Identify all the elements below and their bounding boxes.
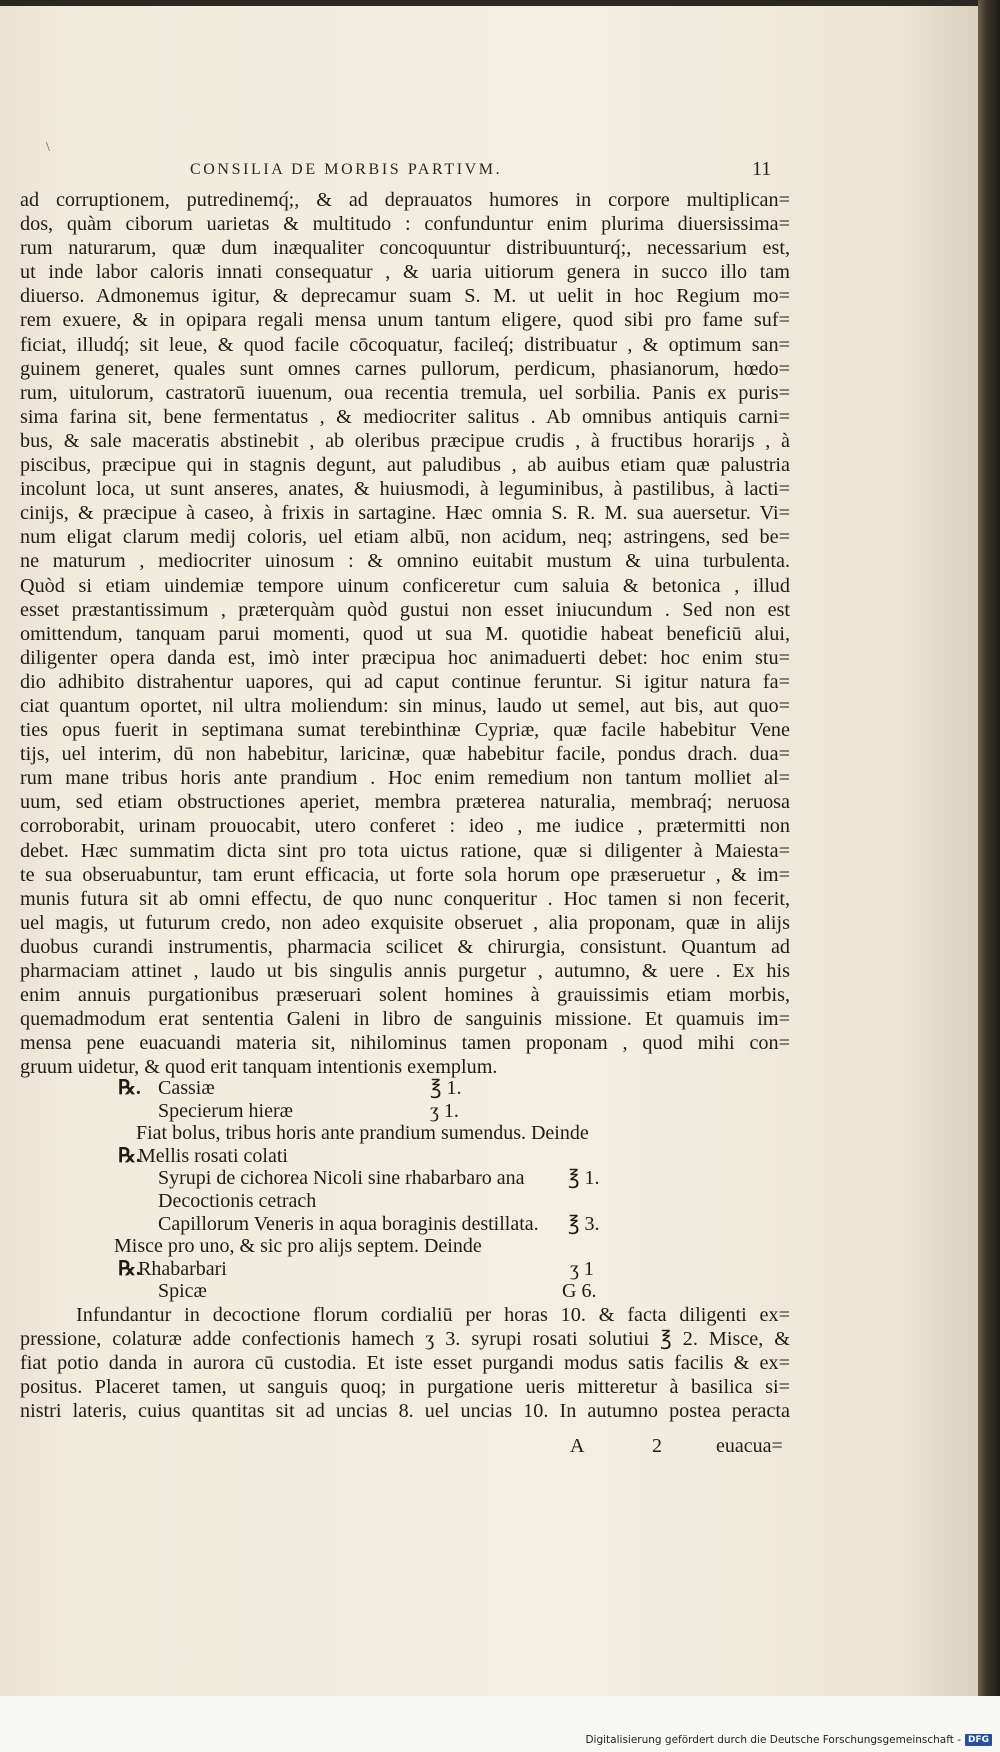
text-line: Quòd si etiam uindemiæ tempore uinum conficeretur cum saluia & betonica , illud [20,574,790,597]
recipe-ingredient: Capillorum Veneris in aqua boraginis destillata. [158,1212,539,1235]
text-line: ne maturum , mediocriter uinosum : & omnino euitabit mustum & uina turbulenta. [20,550,790,573]
margin-mark: \ [46,140,50,155]
text-line: pharmaciam attinet , laudo ut bis singulis annis purgetur , autumno, & uere . Ex his [20,960,790,982]
text-line: sima farina sit, bene fermentatus , & mediocriter salitus . Ab omnibus antiquis carni= [20,405,790,428]
recipe-ingredient: Decoctionis cetrach [158,1189,317,1212]
text-line: uel magis, ut futurum credo, non adeo exquisite obseruet , alia proponam, quæ in alijs [20,911,790,934]
text-line: dio adhibito distrahentur uapores, qui ad caput continue feruntur. Si igitur natura fa= [20,670,790,693]
recipe-block [20,1077,780,1303]
recipe-ingredient: Misce pro uno, & sic pro alijs septem. Deinde [114,1235,482,1258]
recipe-ingredient: Rhabarbari [138,1257,227,1280]
text-line: rem exuere, & in opipara regali mensa unum tantum eligere, quod sibi pro fame suf= [20,309,790,332]
text-line: ties opus fuerit in septimana sumat terebinthinæ Cypriæ, quæ facile habebitur Vene [20,719,790,742]
text-line: pressione, colaturæ adde confectionis hamech ʒ 3. syrupi rosati solutiui ℥ 2. Misce, & [20,1328,790,1351]
recipe-line [20,1280,780,1303]
text-line: enim annuis purgationibus præseruari solent homines à grauissimis etiam morbis, [20,984,790,1007]
recipe-line [20,1145,780,1168]
catchword: euacua= [716,1435,783,1457]
text-line: gruum uidetur, & quod erit tanquam intentionis exemplum. [20,1056,498,1079]
signature-mark: A [570,1435,585,1457]
text-line: ad corruptionem, putredinemq́;, & ad deprauatos humores in corpore multiplican= [20,189,790,211]
digitization-credit [585,1734,992,1746]
recipe-ingredient: Spicæ [158,1280,207,1303]
text-line: piscibus, præcipue qui in stagnis degunt, aut paludibus , ab auibus etiam quæ palustria [20,454,790,477]
recipe-line [20,1167,780,1190]
text-line: diuerso. Admonemus igitur, & deprecamur suam S. M. ut uelit in hoc Regium mo= [20,285,790,308]
recipe-dose: ℥ 3. [568,1212,600,1235]
text-line: bus, & sale maceratis abstinebit , ab oleribus præcipue crudis , à fructibus horarijs , à [20,429,790,452]
recipe-ingredient: Fiat bolus, tribus horis ante prandium sumendus. Deinde [136,1122,589,1145]
recipe-dose: G 6. [562,1280,597,1303]
text-line: rum, uitulorum, castratorū iuuenum, oua recentia tremula, uel sorbilia. Panis ex puris= [20,381,790,404]
text-line: debet. Hæc summatim dicta sint pro tota uictus ratione, quæ si diligenter à Maiesta= [20,839,790,862]
text-line: dos, quàm ciborum uarietas & multitudo : confunduntur enim plurima diuersissima= [20,213,790,236]
text-line: ficiat, illudq́; sit leue, & quod facile cōcoquatur, facileq́; distribuatur , & optimum san= [20,333,790,356]
text-line: guinem generet, quales sunt omnes carnes pullorum, perdicum, phasianorum, hœdo= [20,357,790,380]
text-line: fiat potio danda in aurora cū custodia. Et iste esset purgandi modus satis facilis & ex= [20,1352,790,1375]
text-line: munis futura sit ab omni effectu, de quo nunc conqueritur . Hoc tamen si non fecerit, [20,887,790,910]
recipe-line [20,1100,780,1123]
text-line: num eligat clarum medij coloris, uel etiam albū, non acidum, neq; astringens, sed be= [20,526,790,549]
book-spine [978,0,1000,1700]
credit-text: Digitalisierung gefördert durch die Deutsche Forschungsgemeinschaft - [585,1734,961,1746]
text-line: esset præstantissimum , præterquàm quòd gustui non esset iniucundum . Sed non est [20,598,790,621]
text-line: rum naturarum, quæ dum inæqualiter concoquuntur distribuunturq́;, necessarium est, [20,237,790,260]
text-line: Infundantur in decoctione florum cordialiū per horas 10. & facta diligenti ex= [76,1304,790,1326]
text-line: positus. Placeret tamen, ut sanguis quoq; in purgatione ueris mitteretur à basilica si= [20,1376,790,1399]
recipe-symbol: ℞. [118,1144,141,1167]
recipe-ingredient: Cassiæ [158,1077,215,1099]
recipe-symbol: ℞. [118,1257,141,1280]
text-line: nistri lateris, cuius quantitas sit ad uncias 8. uel uncias 10. In autumno postea peracta [20,1400,790,1423]
text-line: rum mane tribus horis ante prandium . Hoc enim remedium non tantum molliet al= [20,767,790,790]
text-line: duobus curandi instrumentis, pharmacia scilicet & chirurgia, consistunt. Quantum ad [20,935,790,958]
recipe-dose: ℥ 1. [430,1077,462,1099]
text-line: quemadmodum erat sententia Galeni in libro de sanguinis missione. Et quamuis im= [20,1008,790,1031]
recipe-line [20,1077,780,1100]
text-line: uum, sed etiam obstructiones aperiet, membra præterea naturalia, membraq́; neruosa [20,791,790,814]
book-page [0,6,980,1696]
recipe-dose: ʒ 1. [430,1099,459,1122]
dfg-logo: DFG [965,1734,992,1746]
recipe-ingredient: Mellis rosati colati [138,1144,288,1167]
recipe-line [20,1122,780,1145]
text-line: mensa pene euacuandi materia sit, nihilominus tamen proponam , quod mihi con= [20,1032,790,1055]
running-header: CONSILIA DE MORBIS PARTIVM. [190,161,503,178]
recipe-line [20,1190,780,1213]
recipe-ingredient: Syrupi de cichorea Nicoli sine rhabarbaro ana [158,1167,525,1190]
credit-strip [0,1696,1000,1752]
text-line: ut inde labor caloris innati consequatur , & uaria uitiorum genera in succo illo tam [20,261,790,284]
text-line: diligenter opera danda est, imò inter præcipua hoc animaduerti debet: hoc enim stu= [20,646,790,669]
closing-text-block [20,1303,790,1423]
recipe-line [20,1258,780,1281]
recipe-dose: ʒ 1 [570,1257,594,1280]
recipe-ingredient: Specierum hieræ [158,1099,293,1122]
recipe-line [20,1235,780,1258]
text-line: omittendum, tanquam parui momenti, quod ut sua M. quotidie habeat beneficiū alui, [20,622,790,645]
recipe-dose: ℥ 1. [568,1167,600,1190]
main-text-block [20,188,790,1079]
folio-number: 11 [752,158,772,180]
text-line: incolunt loca, ut sunt anseres, anates, & huiusmodi, à leguminibus, à pastilibus, à lacti= [20,478,790,501]
recipe-symbol: ℞. [118,1077,141,1099]
signature-number: 2 [652,1435,662,1457]
text-line: tijs, uel interim, dū non habebitur, laricinæ, quæ habebitur facile, pondus drach. dua= [20,743,790,766]
text-line: ciat quantum oportet, nil ultra moliendum: sin minus, laudo ut semel, aut bis, aut quo= [20,694,790,717]
text-line: cinijs, & præcipue à caseo, à frixis in sartagine. Hæc omnia S. R. M. sua auersetur. Vi= [20,502,790,525]
recipe-line [20,1213,780,1236]
text-line: corroborabit, urinam prouocabit, utero conferet : ideo , me iudice , prætermitti non [20,815,790,838]
text-line: te sua obseruabuntur, tam erunt efficacia, ut forte sola horum ope præseruetur , & im= [20,863,790,886]
